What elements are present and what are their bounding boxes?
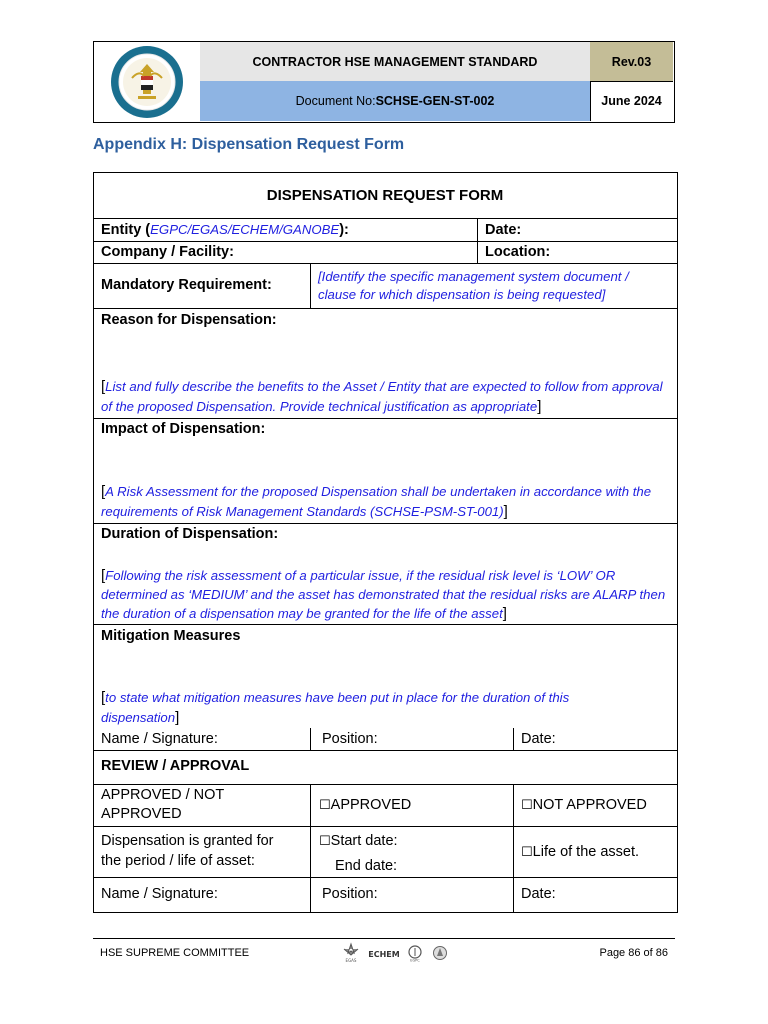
company-facility-field[interactable]: Company / Facility: xyxy=(101,244,234,260)
approver-name-signature-field[interactable]: Name / Signature: xyxy=(101,886,218,902)
egpc-logo-icon xyxy=(406,944,424,962)
svg-text:ECHEM: ECHEM xyxy=(368,950,400,959)
life-of-asset-checkbox[interactable]: ☐Life of the asset. xyxy=(521,844,640,860)
mitigation-hint[interactable]: [to state what mitigation measures have been put in place for the duration of this dispensation] xyxy=(101,689,570,726)
duration-hint[interactable]: [Following the risk assessment of a particular issue, if the residual risk level is ‘LOW’ OR determined as ‘MEDIUM’ and the asset has demonstrated that the residual risks are ALARP then the duration of a dispensation may be granted for the life of the asset] xyxy=(101,567,666,622)
footer-logos xyxy=(340,943,448,963)
not-approved-checkbox[interactable]: ☐NOT APPROVED xyxy=(521,797,647,813)
ministry-logo xyxy=(94,42,201,121)
mitigation-label: Mitigation Measures xyxy=(101,628,241,644)
checkbox-icon: ☐ xyxy=(521,845,533,860)
ministry-seal-icon xyxy=(104,44,190,120)
impact-label: Impact of Dispensation: xyxy=(101,421,266,437)
granted-label-2: the period / life of asset: xyxy=(101,853,255,869)
checkbox-icon: ☐ xyxy=(521,798,533,813)
approved-checkbox[interactable]: ☐APPROVED xyxy=(319,797,412,813)
standard-title: CONTRACTOR HSE MANAGEMENT STANDARD xyxy=(200,42,591,82)
page-number: Page 86 of 86 xyxy=(599,947,668,959)
revision: Rev.03 xyxy=(590,42,673,82)
document-number xyxy=(200,81,591,121)
form-title: DISPENSATION REQUEST FORM xyxy=(266,187,504,204)
egas-logo-icon xyxy=(340,943,362,963)
doc-number-label: Document No: xyxy=(295,94,376,108)
review-approval-heading: REVIEW / APPROVAL xyxy=(101,758,250,774)
svg-text:EGPC: EGPC xyxy=(410,958,420,963)
name-signature-field[interactable]: Name / Signature: xyxy=(101,731,218,747)
granted-label-1: Dispensation is granted for xyxy=(101,833,274,849)
reason-hint[interactable]: [List and fully describe the benefits to the Asset / Entity that are expected to follow from approval of the proposed Dispensation. Provide technical justification as appropriate] xyxy=(101,378,663,415)
duration-label: Duration of Dispensation: xyxy=(101,526,279,542)
reason-label: Reason for Dispensation: xyxy=(101,312,277,328)
start-date-checkbox[interactable]: ☐Start date: xyxy=(319,833,398,849)
location-field[interactable]: Location: xyxy=(485,244,551,260)
entity-close: ): xyxy=(339,222,349,238)
approver-date-field[interactable]: Date: xyxy=(521,886,556,902)
svg-text:EGAS: EGAS xyxy=(345,958,357,963)
ganope-logo-icon xyxy=(432,945,448,961)
approved-not-label-1: APPROVED / NOT xyxy=(101,787,225,803)
position-field[interactable]: Position: xyxy=(322,731,378,747)
footer-divider xyxy=(93,938,675,939)
mandatory-hint-line2[interactable]: clause for which dispensation is being requested] xyxy=(318,287,606,302)
entity-options: EGPC/EGAS/ECHEM/GANOBE xyxy=(150,222,340,237)
approver-position-field[interactable]: Position: xyxy=(322,886,378,902)
footer-committee: HSE SUPREME COMMITTEE xyxy=(100,947,250,959)
checkbox-icon: ☐ xyxy=(319,834,331,849)
dispensation-form xyxy=(93,172,678,913)
appendix-title: Appendix H: Dispensation Request Form xyxy=(93,136,405,153)
mandatory-requirement-label: Mandatory Requirement: xyxy=(101,277,272,293)
approved-not-label-2: APPROVED xyxy=(101,806,182,822)
doc-number-value: SCHSE-GEN-ST-002 xyxy=(375,94,495,108)
echem-logo-icon xyxy=(370,946,398,960)
document-header xyxy=(93,41,675,123)
end-date-field[interactable]: End date: xyxy=(335,858,398,874)
checkbox-icon: ☐ xyxy=(319,798,331,813)
entity-field[interactable] xyxy=(101,222,349,238)
signature-date-field[interactable]: Date: xyxy=(521,731,556,747)
date-field[interactable]: Date: xyxy=(485,222,522,238)
mandatory-hint-line1[interactable]: [Identify the specific management system document / xyxy=(318,269,629,284)
entity-label: Entity ( xyxy=(101,222,151,238)
impact-hint[interactable]: [A Risk Assessment for the proposed Dispensation shall be undertaken in accordance with the requirements of Risk Management Standards (SCHSE-PSM-ST-001)] xyxy=(101,483,652,520)
issue-date: June 2024 xyxy=(601,94,662,108)
